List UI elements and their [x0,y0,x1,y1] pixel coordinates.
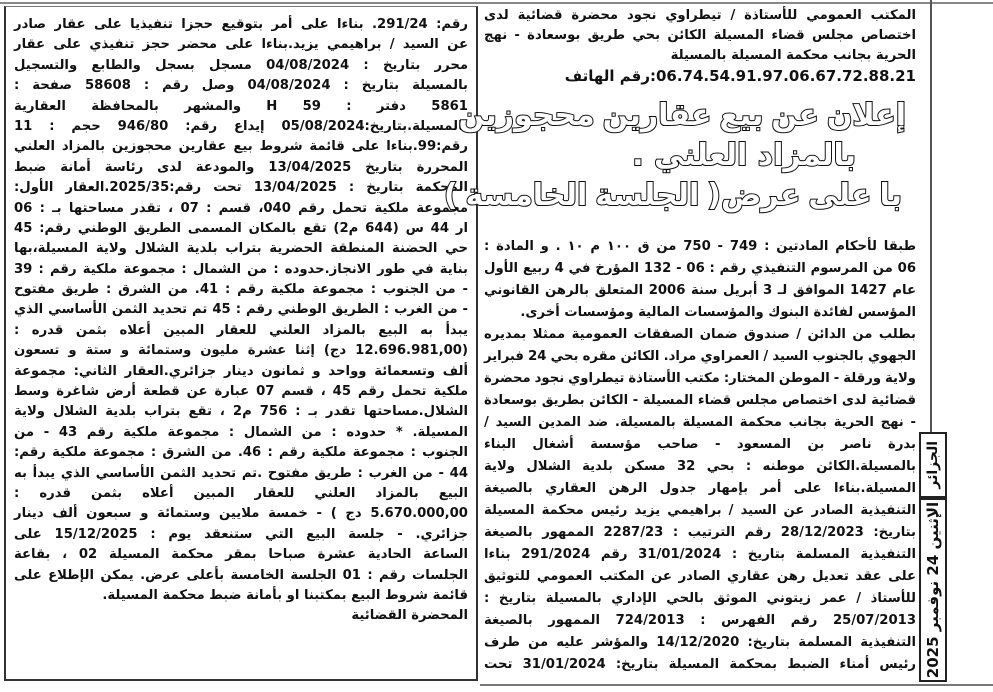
left-body-line [14,464,468,484]
right-body-line-text: قضائية لدى اختصاص مجلس قضاء المسيلة - الكائن بطريق بوسعادة [484,393,916,408]
newspaper-logo [919,432,947,498]
right-body-line [484,302,916,324]
left-body-line-text: الساعة الحادية عشرة صباحا بمقر محكمة المسيلة 02 ، بقاعة [13,547,468,563]
right-body-line-text: - نهج الحرية بجانب محكمة المسيلة بالمسيلة. ضد المدين السيد / [484,415,916,430]
left-body-line-text: ألف وتسعمائة وواحد و ثمانون دينار جزائري.العقار الثاني: مجموعة [14,363,468,379]
newspaper-side-strip [919,432,945,682]
left-body-line [14,382,468,402]
right-body-line [484,280,916,302]
left-body-line-text: بناية في طور الانجاز.حدوده : من الشمال : مجموعة ملكية رقم : 39 [14,261,468,277]
title-line-3-text: با على عرض( الجلسة الخامسة ) [443,178,902,213]
logo-text: الجزائر [925,441,941,489]
left-body-line [14,137,468,157]
right-body-line-text: بطلب من الدائن / صندوق ضمان الصفقات العمومية ممثلا بمديره [484,327,916,342]
left-body-line [14,35,468,55]
right-body-line-text: التنفيذية المسلمة بتاريخ: 14/12/2020 والمؤشر عليه من طرف [484,635,916,650]
left-body-line-text: رقم:99.بناءا على قائمة شروط بيع عقارين محجوزين بالمزاد العلني [14,139,468,155]
right-body-line-text: التنفيذية المسلمة بتاريخ : 31/01/2024 رقم 291/2024 بناءا [484,547,916,562]
right-body-line [484,412,916,434]
left-body-line [14,545,468,565]
bottom-rule [480,684,993,686]
left-body-line-text: عن السيد / براهيمي يزيد.بناءا على محضر حجز تنفيذي على عقار [14,37,468,53]
header-line [484,26,916,46]
right-body-line-text: رئيس أمناء الضبط بمحكمة المسيلة بتاريخ: 31/01/2024 تحت [484,657,916,672]
title-line-3 [443,176,916,216]
right-body-line-text: ولاية ورقلة - الموطن المختار: مكتب الأستاذة تيطراوي نجود محضرة [484,371,916,386]
left-body-line [14,423,468,443]
right-body-line-text: بتاريخ: 28/12/2023 رقم الترتيب : 2287/23 الممهور بالصيغة [483,525,916,540]
right-body-line [484,368,916,390]
right-body-line [484,236,916,258]
left-body-line-text: محرر بتاريخ : 04/08/2024 مسجل بسجل والطابع والتسجيل [14,57,468,73]
left-body-line [14,300,468,320]
right-body-line [484,522,916,544]
right-body-line [484,654,916,676]
title-line-1 [458,96,916,136]
right-body-line-text: 06 من المرسوم التنفيذي رقم : 06 - 132 المؤرخ في 4 ربيع الأول [484,261,916,276]
left-body-line-text: رقم: 291/24. بناءا على أمر بتوقيع حجزا تنفيذيا على عقار صادر [14,17,468,32]
right-body-line [484,544,916,566]
header-line [484,46,916,66]
left-body-line [14,158,468,178]
left-body-line-text: 5861 دفتر : 59 H والمشهر بالمحافظة العقارية [13,98,468,114]
left-body-line [14,76,468,96]
right-body-line-text: المسيلة.بناءا على أمر بإمهار جدول الرهن العقاري بالصيغة [484,481,916,496]
left-body-line [14,586,468,606]
left-body-line-text: الجلسات رقم : 01 الجلسة الخامسة بأعلى عرض. يمكن الإطلاع على [14,567,468,583]
left-body-line [14,362,468,382]
right-body-line [484,632,916,654]
left-body-line-text: المحكمة بتاريخ : 13/04/2025 تحت رقم:2025/35.العقار الأول: [14,180,468,196]
column-divider [930,0,932,432]
left-body-line [14,341,468,361]
right-body-line [484,500,916,522]
left-body-line [14,566,468,586]
right-body-line-text: بدرة ناصر بن المسعود - صاحب مؤسسة أشغال البناء [484,437,916,452]
left-body-line-text: (12.696.981,00 دج) إثنا عشرة مليون وستمائة و ستة و تسعون [14,343,468,359]
left-body-line-text: حي الحضنة المنطقة الحضرية بتراب بلدية الشلال ولاية المسيلة،بها [14,241,468,257]
right-body-line [484,610,916,632]
right-body-line [484,478,916,500]
left-body-line-text: قائمة شروط البيع بمكتبنا او بأمانة ضبط محكمة المسيلة. [102,587,468,603]
right-body-line [484,324,916,346]
left-body-line [14,199,468,219]
header-line-text: المكتب العمومي للأستاذة / تيطراوي نجود محضرة قضائية لدى [484,8,916,23]
left-body-line [14,443,468,463]
header-line-text: الحرية بجانب محكمة المسيلة بالمسيلة [670,48,916,63]
left-body-line-text: المسيلة. * حدوده : من الشمال : مجموعة ملكية رقم 43 - من [14,424,468,440]
left-body-line [14,15,468,35]
issue-date: الإثنين 24 نوفمبر 2025 [924,501,942,679]
left-body-line [14,178,468,198]
left-body-line-text: البيع بالمزاد العلني للعقار المبين أعلاه بثمن قدره : [14,485,468,501]
top-rule [0,2,993,4]
title-line-1-text: إعلان عن بيع عقارين محجوزين [458,98,906,133]
right-body-line-text: التنفيذية الصادر عن السيد / براهيمي يزيد رئيس محكمة المسيلة [484,503,916,518]
right-body-line [484,390,916,412]
right-body-line-text: على عقد تعديل رهن عقاري الصادر عن المكتب العمومي للتوثيق [484,569,916,584]
left-body-line [14,280,468,300]
title-line-2-text: بالمزاد العلني . [632,138,856,173]
right-body-line [484,434,916,456]
left-body-line-text: المحررة بتاريخ 13/04/2025 والمودعة لدى رئاسة أمانة ضبط [14,159,468,175]
left-body-text [14,15,468,627]
right-body-line [484,456,916,478]
right-body-line [484,346,916,368]
left-body-line [14,606,468,626]
right-body-line [484,566,916,588]
right-body-line-text: الجهوي بالجنوب السيد / العمراوي مراد. الكائن مقره بحي 24 فبراير [484,349,916,364]
left-body-line-text: 44 - من الغرب : طريق مفتوح .تم تحديد الثمن الأساسي الذي يبدأ به [14,465,468,481]
right-body-line [484,588,916,610]
right-body-line-text: عام 1427 الموافق لـ 3 أبريل سنة 2006 المتعلق بالرهن القانوني [483,283,916,298]
header-line-text: 06.74.54.91.97.06.67.72.88.21:رقم الهاتف [564,67,916,85]
left-body-line-text: المحضرة القضائية [351,608,468,624]
left-body-line-text: - من الغرب : الطريق الوطني رقم : 45 تم تحديد الثمن الأساسي الذي [14,302,468,318]
right-body-line-text: 25/07/2013 رقم الفهرس : 724/2013 الممهور بالصيغة [483,613,916,628]
left-body-line [14,56,468,76]
left-body-line-text: يبدأ به البيع بالمزاد العلني للعقار المبين أعلاه بثمن قدره : [14,322,468,338]
left-body-line [14,260,468,280]
left-body-line-text: بالمسيلة بتاريخ : 04/08/2024 وصل رقم : 58608 صفحة : [13,78,468,94]
left-body-line-text: الجنوب : مجموعة ملكية رقم : 46. من الشرق : مجموعة ملكية رقم: [14,445,468,461]
right-body-text [484,236,916,676]
bailiff-office-header [484,6,916,86]
title-line-2 [484,136,916,176]
left-body-line-text: 5.670.000,00 دج ) - خمسة ملايين وستمائة و سبعون ألف دينار [14,506,468,522]
left-body-line [14,402,468,422]
left-body-line [14,504,468,524]
notice-left-column [4,6,478,681]
left-body-line [14,239,468,259]
issue-date-box [919,498,947,682]
right-body-line-text: طبقا لأحكام المادتين : 749 - 750 من ق ١٠٠ م ١٠ . و المادة : [484,239,916,254]
left-body-line-text: بالمسيلة.بتاريخ:05/08/2024 إيداع رقم: 946/80 حجم : 11 [14,118,468,134]
left-body-line-text: جزائري. - جلسة البيع التي ستنعقد يوم : 15/12/2025 على [14,526,468,542]
right-body-line-text: بالمسيلة.الكائن موطنه : بحي 32 مسكن بلدية الشلال ولاية [484,459,916,474]
left-body-line-text: ار 44 س (644 م2) تقع بالمكان المسمى الطريق الوطني رقم: 45 [14,220,468,236]
left-body-line-text: الشلال.مساحتها تقدر بـ : 756 م2 ، تقع بتراب بلدية الشلال ولاية [14,404,468,420]
right-body-line-text: للأستاذ / عمر زيتوني الموثق بالحي الإداري بالمسيلة بتاريخ : [484,591,916,606]
left-body-line [14,219,468,239]
header-line [484,6,916,26]
notice-title [443,96,916,216]
header-line-text: اختصاص مجلس قضاء المسيلة الكائن بحي طريق بوسعادة - نهج [484,28,916,43]
right-body-line-text: المؤسس لفائدة البنوك والمؤسسات المالية ومؤسسات أخرى. [520,305,916,320]
left-body-line-text: ملكية تحمل رقم 45 ، قسم 07 عبارة عن قطعة أرض شاغرة وسط [14,384,468,400]
right-body-line [484,258,916,280]
header-line [484,66,916,86]
left-body-line [14,97,468,117]
left-body-line-text: - من الجنوب : مجموعة ملكية رقم : 41. من الشرق : طريق مفتوح [14,282,468,298]
left-body-line-text: مجموعة ملكية تحمل رقم 040، قسم : 07 ، تقدر مساحتها بـ : 06 [13,200,468,216]
left-body-line [14,117,468,137]
left-body-line [14,525,468,545]
left-body-line [14,484,468,504]
left-body-line [14,321,468,341]
